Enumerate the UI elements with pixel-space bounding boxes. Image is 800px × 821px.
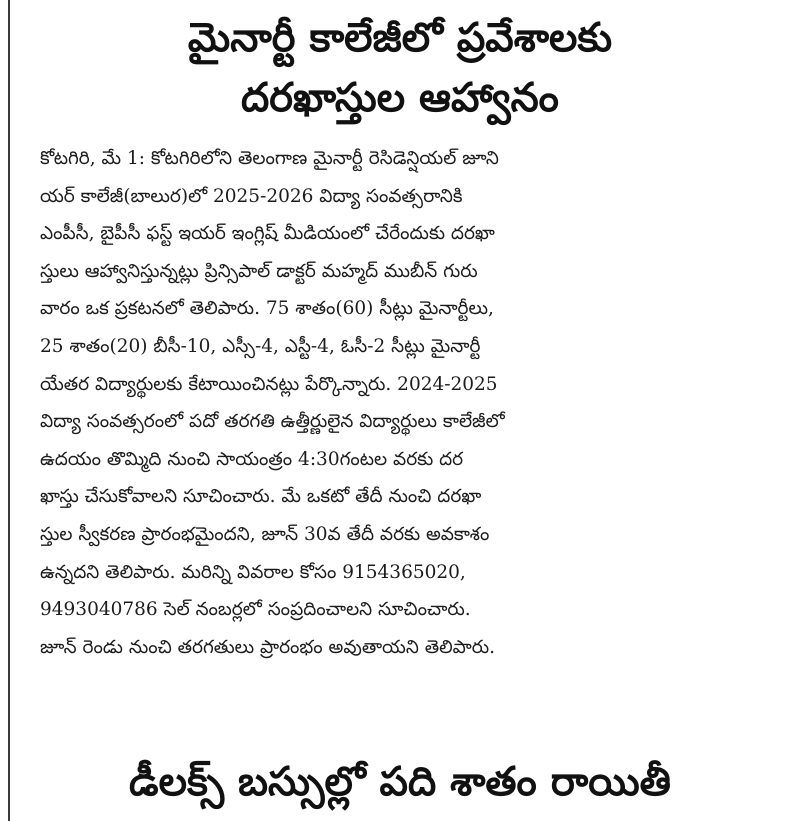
news-article <box>40 0 760 666</box>
headline-line-1: మైనార్టీ కాలేజీలో ప్రవేశాలకు <box>187 15 613 61</box>
body-line: స్తుల స్వీకరణ ప్రారంభమైందని, జూన్ 30వ తేదీ వరకు అవకాశం <box>40 523 490 545</box>
body-line: జూన్ రెండు నుంచి తరగతులు ప్రారంభం అవుతాయని తెలిపారు. <box>40 636 495 658</box>
body-line: ఉన్నదని తెలిపారు. మరిన్ని వివరాల కోసం 9154365020, <box>40 561 466 583</box>
body-line: యర్ కాలేజీ(బాలుర)లో 2025-2026 విద్యా సంవత్సరానికి <box>40 185 463 207</box>
body-line: ఖాస్తు చేసుకోవాలని సూచించారు. మే ఒకటో తేదీ నుంచి దరఖా <box>40 486 482 508</box>
body-line: ఎంపీసీ, బైపీసీ ఫస్ట్ ఇయర్ ఇంగ్లిష్ మీడియంలో చేరేందుకు దరఖా <box>40 223 495 245</box>
headline-line-2: దరఖాస్తుల ఆహ్వానం <box>241 75 559 121</box>
column-divider <box>8 0 10 821</box>
body-line: ఉదయం తొమ్మిది నుంచి సాయంత్రం 4:30గంటల వరకు దర <box>40 448 464 470</box>
body-line: కోటగిరి, మే 1: కోటగిరిలోని తెలంగాణ మైనార్టీ రెసిడెన్షియల్ జూని <box>40 148 499 169</box>
next-article-headline: డీలక్స్ బస్సుల్లో పది శాతం రాయితీ <box>129 759 671 805</box>
article-body <box>40 140 760 666</box>
article-headline <box>40 8 760 128</box>
body-line: 9493040786 సెల్ నంబర్లలో సంప్రదించాలని సూచించారు. <box>40 599 471 621</box>
body-line: విద్యా సంవత్సరంలో పదో తరగతి ఉత్తీర్ణులైన విద్యార్థులు కాలేజీలో <box>40 411 505 433</box>
body-line: 25 శాతం(20) బీసీ-10, ఎస్సీ-4, ఎస్టీ-4, ఓసీ-2 సీట్లు మైనార్టీ <box>40 335 481 357</box>
body-line: వారం ఒక ప్రకటనలో తెలిపారు. 75 శాతం(60) సీట్లు మైనార్టీలు, <box>40 298 494 320</box>
body-line: స్తులు ఆహ్వానిస్తున్నట్లు ప్రిన్సిపాల్ డాక్టర్ మహ్మద్ ముబీన్ గురు <box>40 260 478 282</box>
body-line: యేతర విద్యార్థులకు కేటాయించినట్లు పేర్కొన్నారు. 2024-2025 <box>40 373 498 395</box>
